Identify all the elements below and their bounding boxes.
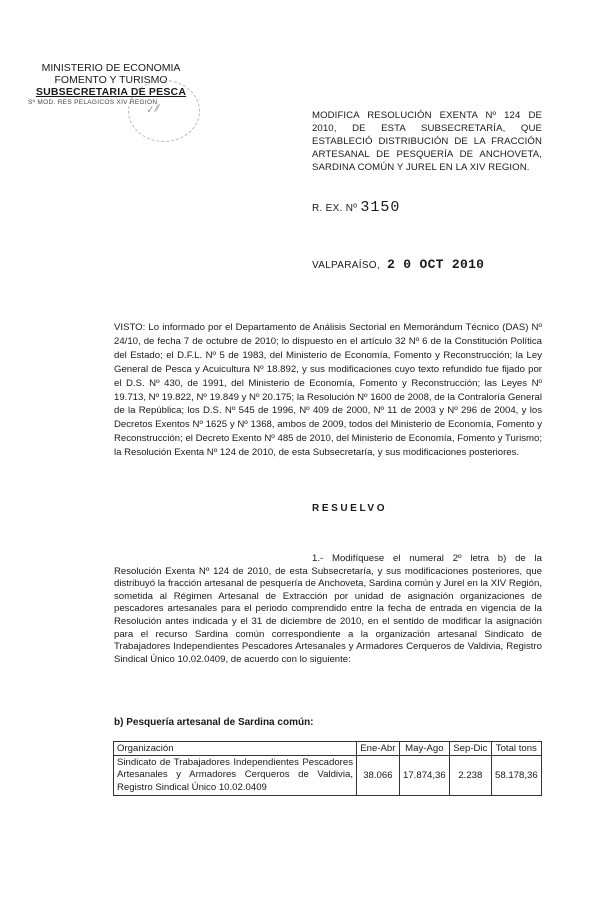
official-stamp	[128, 80, 200, 142]
place-date	[312, 257, 484, 272]
letterhead-ministry: MINISTERIO DE ECONOMIA	[41, 62, 181, 74]
allocation-table	[113, 741, 542, 796]
table-header-row	[114, 742, 542, 756]
resolution-number-label: R. EX. Nº	[312, 203, 358, 214]
visto-paragraph: VISTO: Lo informado por el Departamento de Análisis Sectorial en Memorándum Técnico (DAS) Nº 24/10, de fecha 7 de octubre de 2010; lo dispuesto en el artículo 32 Nº 6 de la Constitución Política del Estado; el D.F.L. Nº 5 de 1983, del Ministerio de Economía, Fomento y Reconstrucción; la Ley General de Pesca y Acuicultura Nº 18.892, y sus modificaciones cuyo texto refundido fue fijado por el D.S. Nº 430, de 1991, del Ministerio de Economía, Fomento y Reconstrucción; las Leyes Nº 19.713, Nº 19.822, Nº 19.849 y Nº 20.175; la Resolución Nº 1600 de 2008, de la Contraloría General de la República; los D.S. Nº 545 de 1996, Nº 409 de 2000, Nº 11 de 2003 y Nº 296 de 2004, y los Decretos Exentos Nº 1625 y Nº 1368, ambos de 2009, todos del Ministerio de Economía, Fomento y Reconstrucción; el Decreto Exento Nº 485 de 2010, del Ministerio de Economía, Fomento y Turismo; la Resolución Exenta Nº 124 de 2010, de esta Subsecretaría, y sus modificaciones posteriores.	[114, 322, 542, 459]
table-row	[114, 756, 542, 796]
subject-heading: MODIFICA RESOLUCIÓN EXENTA Nº 124 DE 2010, DE ESTA SUBSECRETARÍA, QUE ESTABLECIÓ DISTRIBUCIÓN DE LA FRACCIÓN ARTESANAL DE PESQUERÍA DE ANCHOVETA, SARDINA COMÚN Y JUREL EN LA XIV REGION.	[312, 110, 542, 174]
resolution-number	[312, 199, 400, 216]
letterhead-reference: Sº MOD. RES PELAGICOS XIV REGION	[28, 99, 158, 106]
cell-sep-dic: 2.238	[450, 756, 492, 796]
article-1	[114, 553, 542, 666]
letterhead-subsecretaria: SUBSECRETARIA DE PESCA	[35, 86, 187, 98]
cell-ene-abr: 38.066	[357, 756, 400, 796]
header-ene-abr: Ene-Abr	[357, 742, 400, 756]
header-may-ago: May-Ago	[399, 742, 449, 756]
date-stamp: 2 0 OCT 2010	[387, 257, 485, 272]
header-sep-dic: Sep-Dic	[450, 742, 492, 756]
article-1-text: Modifíquese el numeral 2º letra b) de la Resolución Exenta Nº 124 de 2010, de esta Subsecretaría, y sus modificaciones posteriores, que distribuyó la fracción artesanal de pesquería de Anchoveta, Sardina común y Jurel en la XIV Región, sometida al Régimen Artesanal de Extracción por unidad de asignación organizaciones de pescadores artesanales para el periodo comprendido entre la fecha de entrada en vigencia de la Resolución antes indicada y el 31 de diciembre de 2010, en el sentido de modificar la asignación para el recurso Sardina común correspondiente a la organización artesanal Sindicato de Trabajadores Independientes Pescadores Artesanales y Armadores Cerqueros de Valdivia, Registro Sindical Único 10.02.0409, de acuerdo con lo siguiente:	[114, 553, 542, 665]
cell-total-tons: 58.178,36	[491, 756, 541, 796]
header-total-tons: Total tons	[491, 742, 541, 756]
table-subheading: b) Pesquería artesanal de Sardina común:	[114, 717, 314, 728]
letterhead-department: FOMENTO Y TURISMO	[54, 74, 168, 86]
cell-may-ago: 17.874,36	[399, 756, 449, 796]
cell-organizacion: Sindicato de Trabajadores Independientes Pescadores Artesanales y Armadores Cerqueros de Valdivia, Registro Sindical Único 10.02.0409	[114, 756, 357, 796]
header-organizacion: Organización	[114, 742, 357, 756]
article-1-number: 1.-	[312, 553, 324, 564]
signature-mark: ✓ ⁄⁄	[144, 102, 160, 116]
resuelvo-heading: RESUELVO	[312, 503, 388, 514]
place-label: VALPARAÍSO,	[312, 260, 380, 271]
resolution-number-value: 3150	[360, 199, 401, 216]
